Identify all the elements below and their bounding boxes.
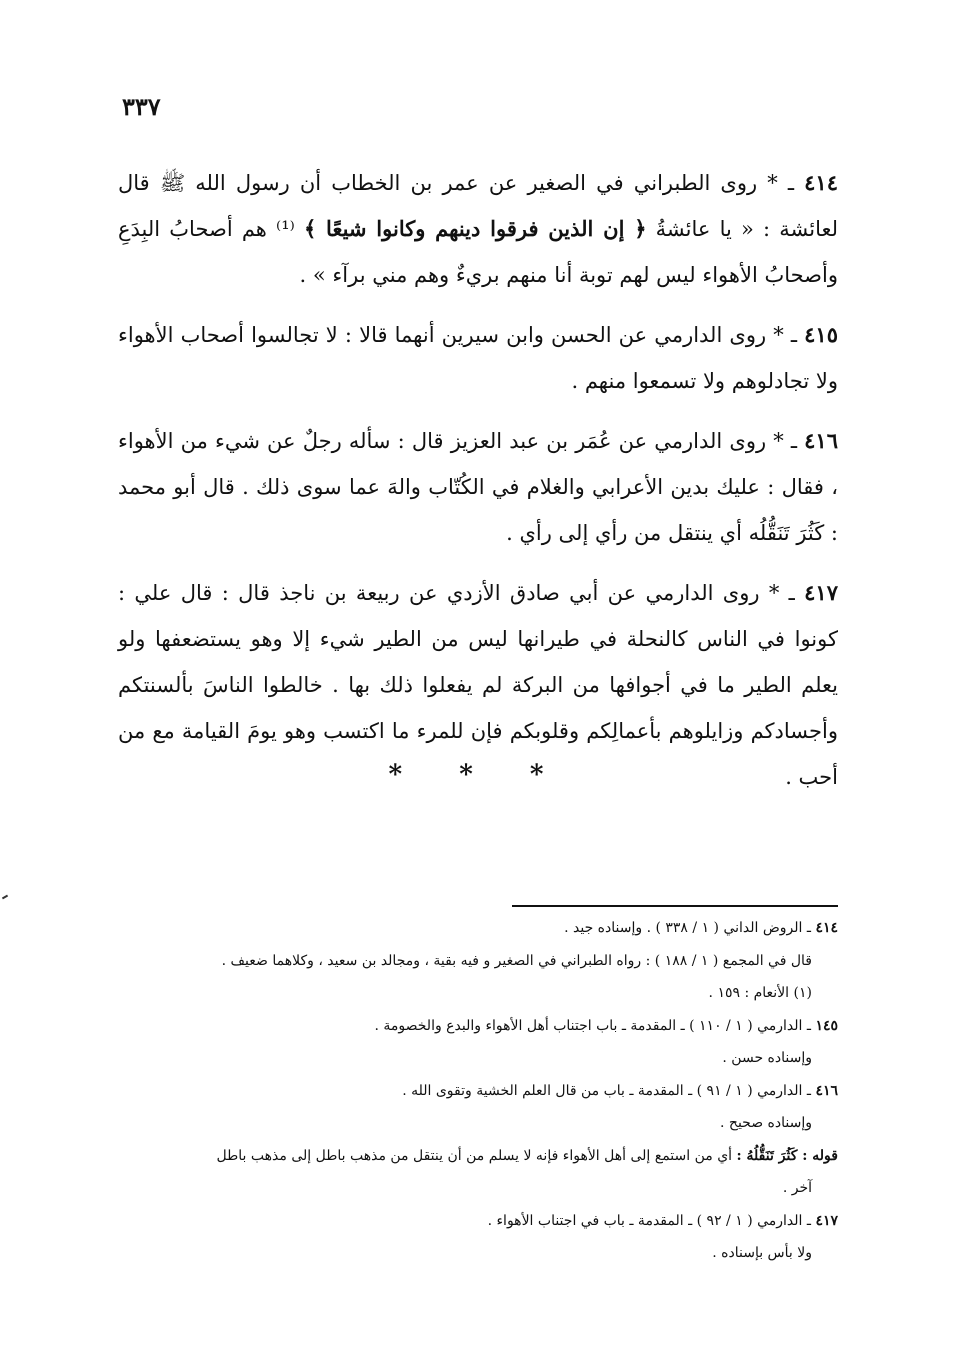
footnote-line (118, 1172, 838, 1205)
quran-quote: ﴿ إن الذين فرقوا دينهم وكانوا شيعًا ﴾ (303, 216, 647, 241)
footnote-text: ـ الدارمي ( ١ / ١١٠ ) ـ المقدمة ـ باب اجتناب أهل الأهواء والبدع والخصومة . (374, 1017, 816, 1034)
footnote-line (118, 1010, 838, 1043)
entry-414 (118, 160, 838, 298)
footnote-line (118, 1205, 838, 1238)
footnote-text: وإسناده صحيح . (720, 1115, 812, 1131)
entry-text: ـ * روى الدارمي عن عُمَر بن عبد العزيز قال : سأله رجلٌ عن شيء من الأهواء ، فقال : عليك بدين الأعرابي والغلام في الكُتّاب والهَ عما سوى ذلك . قال أبو محمد : كَثُرَ تَنَقُّلُه أي ينتقل من رأي إلى رأي . (118, 429, 838, 545)
footnote-number: ٤١٧ (815, 1212, 838, 1229)
footnote-text: ـ الدارمي ( ١ / ٩١ ) ـ المقدمة ـ باب من قال العلم الخشية وتقوى الله . (402, 1082, 816, 1099)
entry-text: ـ * روى الدارمي عن الحسن وابن سيرين أنهما قالا : لا تجالسوا أصحاب الأهواء ولا تجادلوهم ولا تسمعوا منهم . (118, 323, 838, 393)
footnote-line (118, 977, 838, 1010)
footnote-term: قوله : كَثُرَ تَنَقُّلُهُ : (736, 1147, 838, 1164)
entry-text: ـ * روى الطبراني في الصغير عن عمر بن الخطاب أن رسول الله ﷺ قال لعائشة : « يا عائشةُ (118, 171, 838, 241)
footnote-line (118, 1107, 838, 1140)
footnote-number: ٤١٦ (815, 1082, 838, 1099)
section-separator: * * * (388, 760, 568, 790)
footnote-text: وإسناده حسن . (722, 1050, 812, 1066)
footnote-line (118, 1042, 838, 1075)
entry-number: ٤١٥ (804, 322, 838, 347)
entry-number: ٤١٦ (804, 428, 838, 453)
footnote-line (118, 1140, 838, 1173)
entry-number: ٤١٤ (804, 170, 838, 195)
footnote-text: (١) الأنعام : ١٥٩ . (708, 985, 812, 1001)
entry-text: ⁽¹⁾ هم أصحابُ البِدَعِ وأصحابُ الأهواء ليس لهم توبة أنا منهم بريءٌ وهم مني برآء » . (118, 217, 838, 287)
entry-415 (118, 312, 838, 404)
margin-mark (2, 895, 8, 900)
footnote-text: قال في المجمع ( ١ / ١٨٨ ) : رواه الطبراني في الصغير و فيه بقية ، ومجالد بن سعيد ، وكلاهما ضعيف . (221, 952, 812, 969)
footnote-number: ٤١٤ (815, 920, 838, 936)
footnote-text: ـ الدارمي ( ١ / ٩٢ ) ـ المقدمة ـ باب في اجتناب الأهواء . (487, 1212, 816, 1229)
footnote-text: آخر . (782, 1180, 812, 1196)
footnote-line (118, 945, 838, 978)
entry-text: ـ * روى الدارمي عن أبي صادق الأزدي عن ربيعة بن ناجذ قال : قال علي : كونوا في الناس كالنحلة في طيرانها ليس من الطير شيء إلا وهو يستضعفها ولو يعلم الطير ما في أجوافها من البركة لم يفعلوا ذلك بها . خالطوا الناسَ بألسنتكم وأجسادكم وزايلوهم بأعمالِكم وقلوبكم فإن للمرء ما اكتسب وهو يومَ القيامة مع من أحب . (118, 581, 838, 789)
footnotes (118, 912, 838, 1270)
footnote-text: ـ الروض الداني ( ١ / ٣٣٨ ) . وإسناده جيد . (564, 920, 816, 936)
footnote-line (118, 912, 838, 945)
footnote-text: ولا بأس بإسناده . (712, 1245, 812, 1261)
footnote-line (118, 1075, 838, 1108)
entry-number: ٤١٧ (804, 580, 838, 605)
footnote-text: أي من استمع إلى أهل الأهواء فإنه لا يسلم من أن ينتقل من مذهب باطل إلى مذهب باطل (216, 1147, 737, 1164)
page-number: ٣٣٧ (122, 92, 161, 121)
footnote-number: ١٤٥ (815, 1017, 838, 1034)
entry-416 (118, 418, 838, 556)
main-text (118, 160, 838, 814)
footnote-rule (512, 905, 838, 907)
footnote-line (118, 1237, 838, 1270)
